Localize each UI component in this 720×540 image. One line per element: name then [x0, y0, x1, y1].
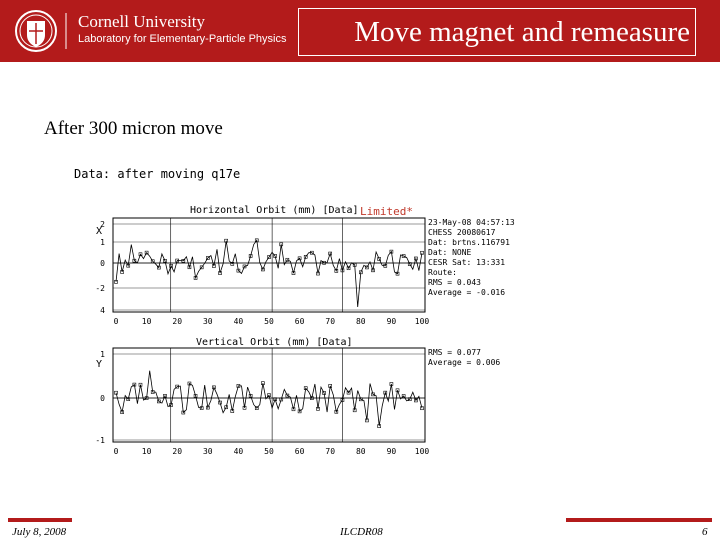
v-ytick-label: 0 — [100, 394, 105, 403]
h-xtick-label: 40 — [233, 317, 244, 326]
v-ytick-label: -1 — [95, 436, 105, 445]
h-xtick-label: 90 — [386, 317, 397, 326]
v-xtick-label: 100 — [414, 447, 430, 456]
h-xtick-label: 20 — [172, 317, 183, 326]
lab-name: Laboratory for Elementary-Particle Physics — [78, 33, 287, 45]
horizontal-title: Horizontal Orbit (mm) [Data] — [190, 205, 359, 216]
h-xtick-label: 10 — [141, 317, 152, 326]
h-info-line: RMS = 0.043 — [428, 278, 481, 287]
horizontal-orbit-trace — [116, 240, 422, 307]
v-xtick-label: 90 — [386, 447, 397, 456]
orbit-plot-image — [60, 162, 540, 460]
limited-label: Limited* — [360, 205, 413, 218]
slide-subtitle: After 300 micron move — [44, 118, 223, 139]
v-xtick-label: 20 — [172, 447, 183, 456]
footer-line-right — [566, 518, 712, 522]
v-xtick-label: 30 — [202, 447, 213, 456]
page-number: 6 — [702, 526, 708, 538]
h-info-line: 23-May-08 04:57:13 — [428, 218, 515, 227]
h-info-line: CHESS 20080617 — [428, 228, 496, 237]
h-ytick-label: 1 — [100, 238, 105, 247]
vertical-ylabel: Y — [96, 359, 103, 370]
h-info-line: Dat: NONE — [428, 248, 472, 257]
university-name: Cornell University — [78, 12, 206, 31]
vertical-orbit-panel — [95, 337, 500, 456]
h-info-line: CESR Sat: 13:331 — [428, 258, 506, 267]
data-label: Data: after moving q17e — [74, 167, 241, 181]
h-ytick-label: 4 — [100, 306, 105, 315]
v-info-line: Average = 0.006 — [428, 358, 501, 367]
v-xtick-label: 0 — [113, 447, 119, 456]
vertical-orbit-trace — [116, 371, 422, 426]
h-xtick-label: 100 — [414, 317, 430, 326]
h-xtick-label: 70 — [325, 317, 336, 326]
v-xtick-label: 10 — [141, 447, 152, 456]
footer-line-left — [8, 518, 72, 522]
horizontal-orbit-panel — [95, 205, 515, 326]
v-xtick-label: 40 — [233, 447, 244, 456]
h-xtick-label: 50 — [264, 317, 274, 326]
footer-date: July 8, 2008 — [12, 526, 67, 538]
footer-conference: ILCDR08 — [340, 526, 383, 538]
horizontal-ylabel: X — [96, 226, 103, 237]
slide-title: Move magnet and remeasure — [354, 16, 690, 48]
h-info-line: Route: — [428, 268, 457, 277]
h-info-line: Average = -0.016 — [428, 288, 506, 297]
h-ytick-label: 0 — [100, 259, 105, 268]
h-xtick-label: 60 — [294, 317, 305, 326]
h-xtick-label: 0 — [113, 317, 119, 326]
h-info-line: Dat: brtns.116791 — [428, 238, 510, 247]
h-xtick-label: 30 — [202, 317, 213, 326]
cornell-seal-icon — [16, 11, 56, 51]
v-ytick-label: 1 — [100, 350, 105, 359]
vertical-title: Vertical Orbit (mm) [Data] — [196, 337, 353, 348]
h-ytick-label: -2 — [95, 284, 105, 293]
v-xtick-label: 80 — [355, 447, 366, 456]
v-xtick-label: 50 — [264, 447, 274, 456]
v-xtick-label: 70 — [325, 447, 336, 456]
h-xtick-label: 80 — [355, 317, 366, 326]
header-bar — [0, 0, 720, 62]
v-info-line: RMS = 0.077 — [428, 348, 481, 357]
h-ytick-label: 2 — [100, 220, 105, 229]
v-xtick-label: 60 — [294, 447, 305, 456]
horizontal-frame — [113, 218, 425, 312]
